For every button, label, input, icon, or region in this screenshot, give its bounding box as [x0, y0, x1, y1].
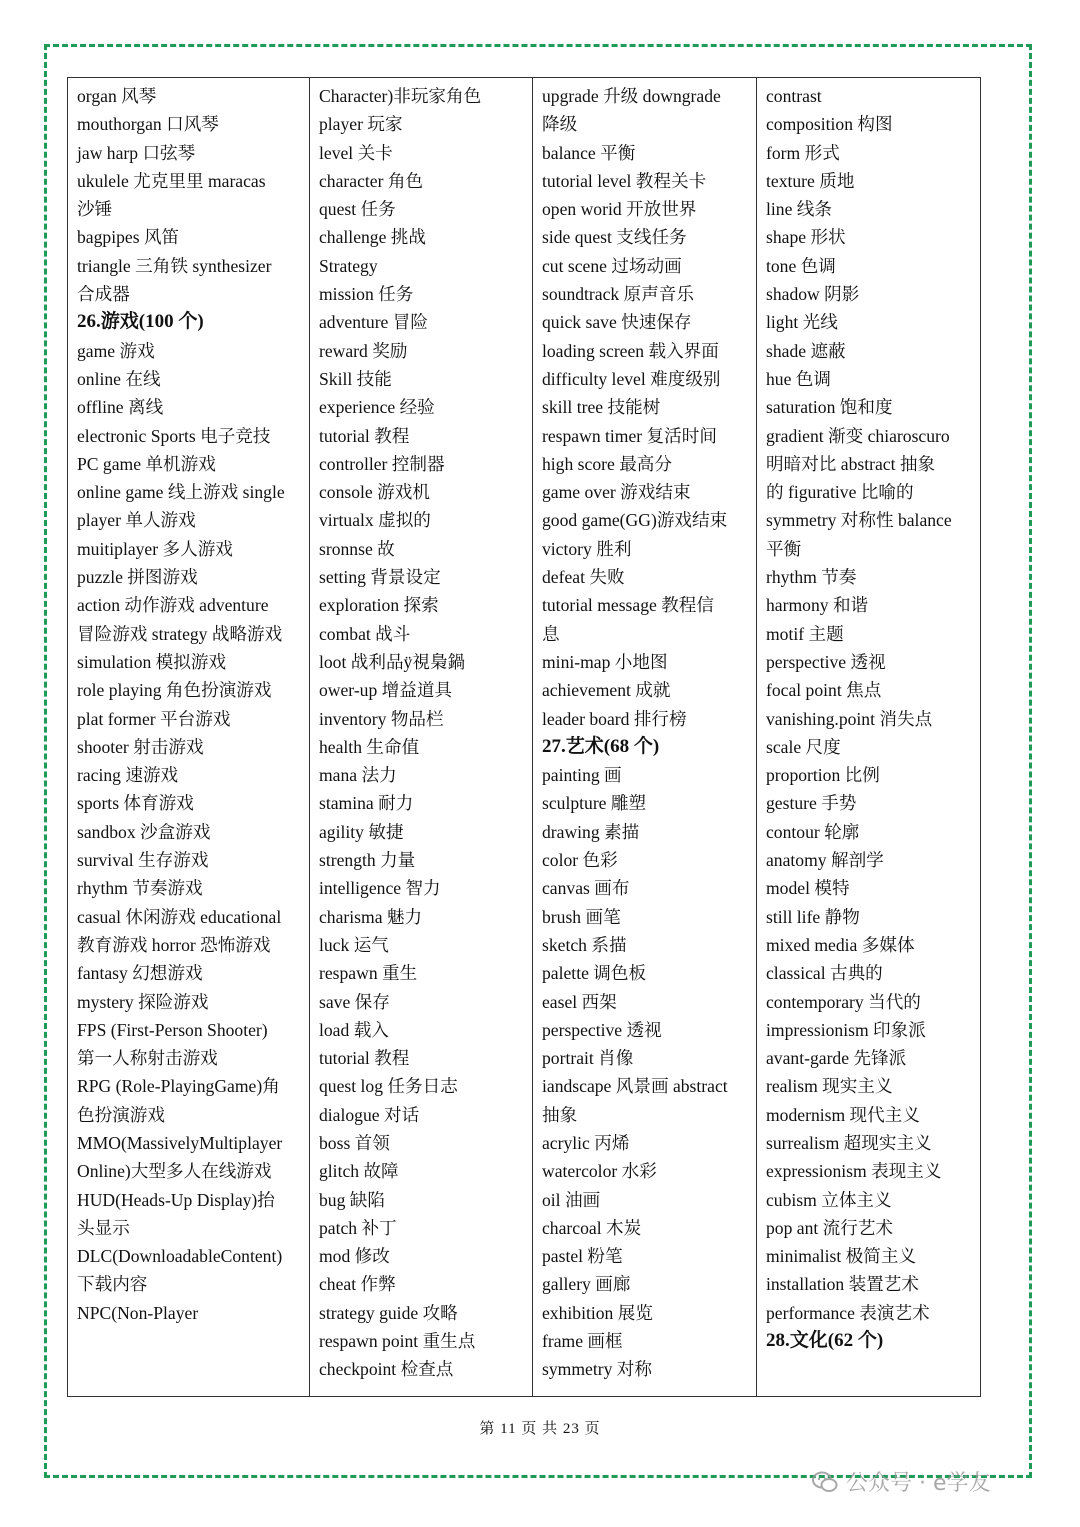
vocab-line: surrealism 超现实主义 [766, 1132, 932, 1153]
vocab-line: 头显示 [77, 1217, 130, 1238]
vocabulary-table [67, 77, 981, 1397]
vocab-line: composition 构图 [766, 114, 893, 135]
vocab-line: simulation 模拟游戏 [77, 651, 227, 672]
vocab-line: shadow 阴影 [766, 284, 860, 305]
vocab-column-4 [757, 78, 981, 1397]
vocab-line: leader board 排行榜 [542, 708, 687, 729]
vocab-line: line 线条 [766, 199, 832, 220]
vocab-line: NPC(Non-Player [77, 1302, 199, 1323]
vocab-line: contrast [766, 86, 822, 106]
vocab-line: triangle 三角铁 synthesizer [77, 255, 272, 276]
vocab-line: racing 速游戏 [77, 765, 179, 786]
vocab-line: modernism 现代主义 [766, 1104, 920, 1125]
vocab-line: still life 静物 [766, 906, 860, 927]
vocab-line: mouthorgan 口风琴 [77, 114, 219, 135]
vocab-line: jaw harp 口弦琴 [77, 142, 196, 163]
vocab-line: 明暗对比 abstract 抽象 [766, 453, 936, 474]
vocab-line: health 生命值 [319, 736, 420, 757]
vocab-line: level 关卡 [319, 142, 393, 163]
vocab-line: ower-up 增益道具 [319, 680, 453, 701]
vocab-line: mod 修改 [319, 1246, 390, 1267]
vocab-line: PC game 单机游戏 [77, 453, 216, 474]
vocab-line: ukulele 尤克里里 maracas [77, 170, 266, 191]
vocab-line: expressionism 表现主义 [766, 1161, 942, 1182]
vocab-line: sketch 系描 [542, 934, 627, 955]
vocab-line: agility 敏捷 [319, 821, 404, 842]
vocab-line: 沙锤 [77, 199, 113, 220]
vocab-line: virtualx 虚拟的 [319, 510, 431, 531]
vocab-line: good game(GG)游戏结束 [542, 510, 728, 531]
vocab-line: skill tree 技能树 [542, 397, 661, 418]
vocab-line: bagpipes 风笛 [77, 227, 180, 248]
vocab-line: offline 离线 [77, 397, 164, 418]
vocab-line: 第一人称射击游戏 [77, 1048, 218, 1069]
vocab-line: character 角色 [319, 170, 424, 191]
vocab-line: action 动作游戏 adventure [77, 595, 269, 616]
vocab-line: avant-garde 先锋派 [766, 1048, 907, 1069]
vocab-line: tutorial 教程 [319, 425, 410, 446]
vocab-line: drawing 素描 [542, 821, 640, 842]
vocab-line: mixed media 多媒体 [766, 934, 915, 955]
vocab-line: easel 西架 [542, 991, 617, 1012]
vocab-line: 的 figurative 比喻的 [766, 482, 914, 503]
vocab-line: 抽象 [542, 1104, 578, 1125]
vocab-line: dialogue 对话 [319, 1104, 420, 1125]
vocab-line: model 模特 [766, 878, 850, 899]
vocab-line: shooter 射击游戏 [77, 736, 204, 757]
vocab-line: high score 最高分 [542, 453, 672, 474]
vocab-column-1 [68, 78, 310, 1397]
vocab-line: exploration 探索 [319, 595, 439, 616]
vocab-line: combat 战斗 [319, 623, 411, 644]
vocab-line: patch 补丁 [319, 1217, 397, 1238]
vocab-line: open worid 开放世界 [542, 199, 697, 220]
vocab-line: checkpoint 检查点 [319, 1359, 454, 1380]
vocab-line: quick save 快速保存 [542, 312, 692, 333]
vocab-line: harmony 和谐 [766, 595, 869, 616]
vocab-line: sports 体育游戏 [77, 793, 194, 814]
vocab-line: Strategy [319, 255, 378, 276]
section-heading-art: 27.艺术(68 个) [542, 735, 660, 757]
vocab-line: quest 任务 [319, 199, 396, 220]
vocab-line: Character)非玩家角色 [319, 86, 482, 106]
vocab-line: strategy guide 攻略 [319, 1302, 458, 1323]
vocab-line: saturation 饱和度 [766, 397, 893, 418]
vocab-line: oil 油画 [542, 1189, 601, 1210]
vocab-line: role playing 角色扮演游戏 [77, 680, 272, 701]
vocab-line: adventure 冒险 [319, 312, 428, 333]
vocab-line: controller 控制器 [319, 453, 445, 474]
vocab-line: gradient 渐变 chiaroscuro [766, 425, 950, 446]
vocab-line: FPS (First-Person Shooter) [77, 1019, 268, 1040]
vocab-line: console 游戏机 [319, 482, 430, 503]
vocab-line: 冒险游戏 strategy 战略游戏 [77, 623, 283, 644]
vocab-line: symmetry 对称性 balance [766, 510, 952, 531]
vocab-line: strength 力量 [319, 850, 416, 871]
vocab-line: 色扮演游戏 [77, 1104, 165, 1125]
vocab-line: luck 运气 [319, 934, 389, 955]
vocab-line: 下载内容 [77, 1274, 148, 1295]
vocab-line: palette 调色板 [542, 963, 647, 984]
vocab-line: gallery 画廊 [542, 1274, 631, 1295]
vocab-line: casual 休闲游戏 educational [77, 906, 282, 927]
vocab-line: muitiplayer 多人游戏 [77, 538, 233, 559]
vocab-line: vanishing.point 消失点 [766, 708, 933, 729]
watermark-text: 公众号 · e学友 [846, 1471, 991, 1496]
vocab-line: painting 画 [542, 765, 622, 786]
vocab-line: sronnse 故 [319, 538, 395, 559]
vocab-line: tutorial level 教程关卡 [542, 170, 707, 191]
vocab-line: acrylic 丙烯 [542, 1132, 630, 1153]
vocab-line: mission 任务 [319, 284, 414, 305]
vocab-line: game over 游戏结束 [542, 482, 691, 503]
vocab-line: bug 缺陷 [319, 1189, 385, 1210]
vocab-line: symmetry 对称 [542, 1359, 652, 1380]
vocab-line: exhibition 展览 [542, 1302, 653, 1323]
vocab-line: cubism 立体主义 [766, 1189, 892, 1210]
vocab-line: mini-map 小地图 [542, 651, 668, 672]
vocab-line: 降级 [542, 114, 578, 135]
vocab-line: setting 背景设定 [319, 567, 441, 588]
vocab-line: contour 轮廓 [766, 821, 860, 842]
vocab-line: watercolor 水彩 [542, 1161, 657, 1182]
vocab-line: sandbox 沙盒游戏 [77, 821, 211, 842]
vocab-line: rhythm 节奏游戏 [77, 878, 203, 899]
vocab-line: defeat 失败 [542, 567, 625, 588]
vocab-column-2 [310, 78, 533, 1397]
vocab-line: respawn point 重生点 [319, 1331, 476, 1352]
vocab-line: focal point 焦点 [766, 680, 882, 701]
vocab-line: installation 装置艺术 [766, 1274, 919, 1295]
vocab-line: canvas 画布 [542, 878, 630, 899]
vocab-line: shape 形状 [766, 227, 846, 248]
vocab-line: challenge 挑战 [319, 227, 426, 248]
vocab-line: portrait 肖像 [542, 1048, 634, 1069]
vocab-line: charcoal 木炭 [542, 1217, 642, 1238]
vocab-line: loading screen 载入界面 [542, 340, 719, 361]
vocab-line: loot 战利品ÿ視梟鍋 [319, 651, 466, 672]
vocab-line: scale 尺度 [766, 736, 841, 757]
vocab-line: electronic Sports 电子竞技 [77, 425, 271, 446]
vocab-line: texture 质地 [766, 170, 855, 191]
vocab-line: gesture 手势 [766, 793, 857, 814]
vocab-line: tone 色调 [766, 255, 836, 276]
vocab-line: player 玩家 [319, 114, 403, 135]
vocab-line: mystery 探险游戏 [77, 991, 209, 1012]
vocab-line: proportion 比例 [766, 765, 880, 786]
vocab-line: Skill 技能 [319, 368, 392, 389]
vocab-column-3 [533, 78, 757, 1397]
vocab-line: charisma 魅力 [319, 906, 423, 927]
vocab-line: perspective 透视 [766, 651, 886, 672]
vocab-line: performance 表演艺术 [766, 1302, 930, 1323]
vocab-line: 合成器 [77, 284, 130, 305]
vocab-line: pop ant 流行艺术 [766, 1217, 894, 1238]
vocab-line: mana 法力 [319, 765, 397, 786]
vocab-line: save 保存 [319, 991, 390, 1012]
vocab-line: classical 古典的 [766, 963, 883, 984]
vocab-line: perspective 透视 [542, 1019, 662, 1040]
vocab-line: online game 线上游戏 single [77, 482, 285, 503]
vocab-line: MMO(MassivelyMultiplayer [77, 1132, 283, 1153]
vocab-line: glitch 故障 [319, 1161, 399, 1182]
vocab-line: color 色彩 [542, 850, 618, 871]
vocab-line: minimalist 极简主义 [766, 1246, 917, 1267]
vocab-line: 教育游戏 horror 恐怖游戏 [77, 934, 271, 955]
vocab-line: sculpture 雕塑 [542, 793, 647, 814]
vocab-line: side quest 支线任务 [542, 227, 687, 248]
vocab-line: player 单人游戏 [77, 510, 196, 531]
vocab-line: tutorial message 教程信 [542, 595, 714, 616]
vocab-line: game 游戏 [77, 340, 155, 361]
vocab-line: survival 生存游戏 [77, 850, 209, 871]
vocab-line: quest log 任务日志 [319, 1076, 458, 1097]
vocab-line: upgrade 升级 downgrade [542, 86, 721, 106]
vocab-line: contemporary 当代的 [766, 991, 921, 1012]
vocab-line: online 在线 [77, 368, 161, 389]
vocab-line: cheat 作弊 [319, 1274, 396, 1295]
vocab-line: pastel 粉笔 [542, 1246, 623, 1267]
vocab-line: realism 现实主义 [766, 1076, 893, 1097]
vocab-line: iandscape 风景画 abstract [542, 1076, 728, 1097]
vocab-line: respawn timer 复活时间 [542, 425, 717, 446]
vocab-line: cut scene 过场动画 [542, 255, 682, 276]
vocab-line: boss 首领 [319, 1132, 390, 1153]
vocab-line: form 形式 [766, 142, 840, 163]
section-heading-games: 26.游戏(100 个) [77, 311, 204, 333]
vocab-line: stamina 耐力 [319, 793, 414, 814]
section-heading-culture: 28.文化(62 个) [766, 1330, 884, 1352]
vocab-line: light 光线 [766, 312, 838, 333]
wechat-icon [812, 1469, 838, 1495]
vocab-line: intelligence 智力 [319, 878, 441, 899]
vocab-line: 平衡 [766, 538, 802, 559]
vocab-line: puzzle 拼图游戏 [77, 567, 198, 588]
vocab-line: RPG (Role-PlayingGame)角 [77, 1076, 280, 1097]
vocab-line: respawn 重生 [319, 963, 418, 984]
vocab-line: 息 [542, 623, 560, 644]
vocab-line: impressionism 印象派 [766, 1019, 926, 1040]
vocab-line: frame 画框 [542, 1331, 623, 1352]
vocab-line: experience 经验 [319, 397, 435, 418]
vocab-line: inventory 物品栏 [319, 708, 444, 729]
vocab-line: balance 平衡 [542, 142, 636, 163]
vocab-line: Online)大型多人在线游戏 [77, 1161, 272, 1182]
vocab-line: shade 遮蔽 [766, 340, 846, 361]
vocab-line: organ 风琴 [77, 86, 157, 106]
vocab-line: brush 画笔 [542, 906, 621, 927]
vocab-line: load 载入 [319, 1019, 389, 1040]
vocab-line: soundtrack 原声音乐 [542, 284, 694, 305]
watermark [812, 1466, 991, 1497]
vocab-line: HUD(Heads-Up Display)抬 [77, 1189, 275, 1210]
vocab-line: fantasy 幻想游戏 [77, 963, 203, 984]
vocab-line: DLC(DownloadableContent) [77, 1246, 283, 1267]
vocab-line: reward 奖励 [319, 340, 408, 361]
page-number: 第 11 页 共 23 页 [479, 1421, 601, 1437]
vocab-line: tutorial 教程 [319, 1048, 410, 1069]
vocab-line: rhythm 节奏 [766, 567, 857, 588]
vocab-line: anatomy 解剖学 [766, 850, 884, 871]
vocab-line: victory 胜利 [542, 538, 632, 559]
vocab-line: hue 色调 [766, 368, 831, 389]
vocab-line: difficulty level 难度级别 [542, 368, 721, 389]
vocab-line: motif 主题 [766, 623, 844, 644]
vocab-line: achievement 成就 [542, 680, 671, 701]
vocab-line: plat former 平台游戏 [77, 708, 231, 729]
